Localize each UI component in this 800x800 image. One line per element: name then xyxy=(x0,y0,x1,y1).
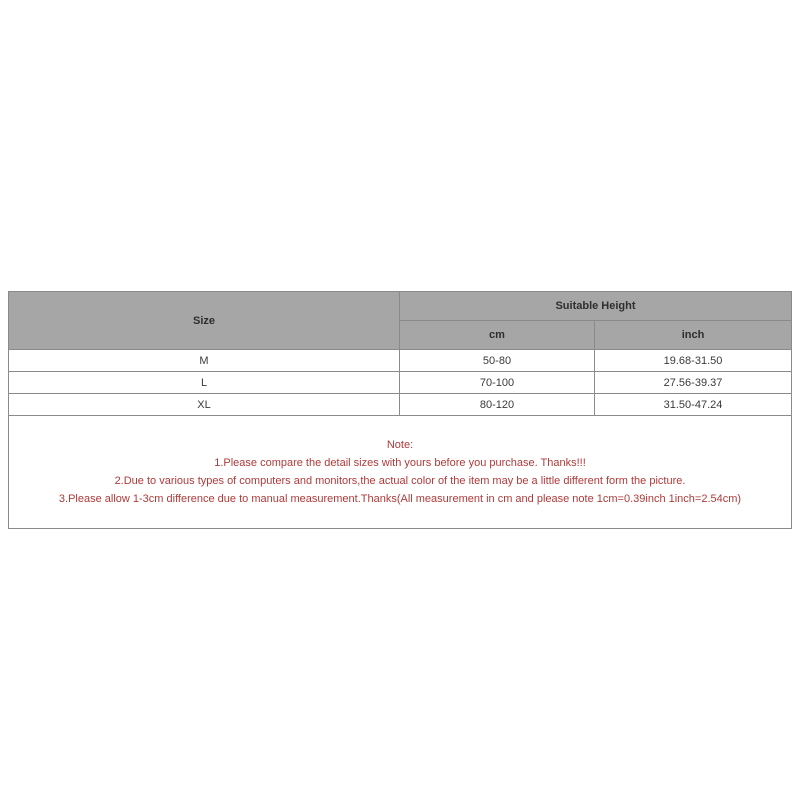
size-cell: L xyxy=(9,372,400,394)
header-suitable-height: Suitable Height xyxy=(400,292,792,321)
inch-cell: 31.50-47.24 xyxy=(595,394,792,416)
size-cell: XL xyxy=(9,394,400,416)
note-line-2: 2.Due to various types of computers and monitors,the actual color of the item may be a little different form the picture. xyxy=(114,475,686,487)
inch-cell: 19.68-31.50 xyxy=(595,350,792,372)
table-row xyxy=(9,350,792,372)
header-row-top xyxy=(9,292,792,321)
header-cm: cm xyxy=(400,321,595,350)
note-title: Note: xyxy=(386,439,414,451)
note-line-3: 3.Please allow 1-3cm difference due to manual measurement.Thanks(All measurement in cm and please note 1cm=0.39inch 1inch=2.54cm) xyxy=(58,493,742,505)
header-inch: inch xyxy=(595,321,792,350)
inch-cell: 27.56-39.37 xyxy=(595,372,792,394)
notes-cell xyxy=(9,416,792,529)
cm-cell: 80-120 xyxy=(400,394,595,416)
notes-row xyxy=(9,416,792,529)
cm-cell: 50-80 xyxy=(400,350,595,372)
note-line-1: 1.Please compare the detail sizes with yours before you purchase. Thanks!!! xyxy=(214,457,586,469)
size-cell: M xyxy=(9,350,400,372)
cm-cell: 70-100 xyxy=(400,372,595,394)
table-row xyxy=(9,372,792,394)
size-chart-table xyxy=(8,291,792,529)
table-row xyxy=(9,394,792,416)
header-size: Size xyxy=(9,292,400,350)
